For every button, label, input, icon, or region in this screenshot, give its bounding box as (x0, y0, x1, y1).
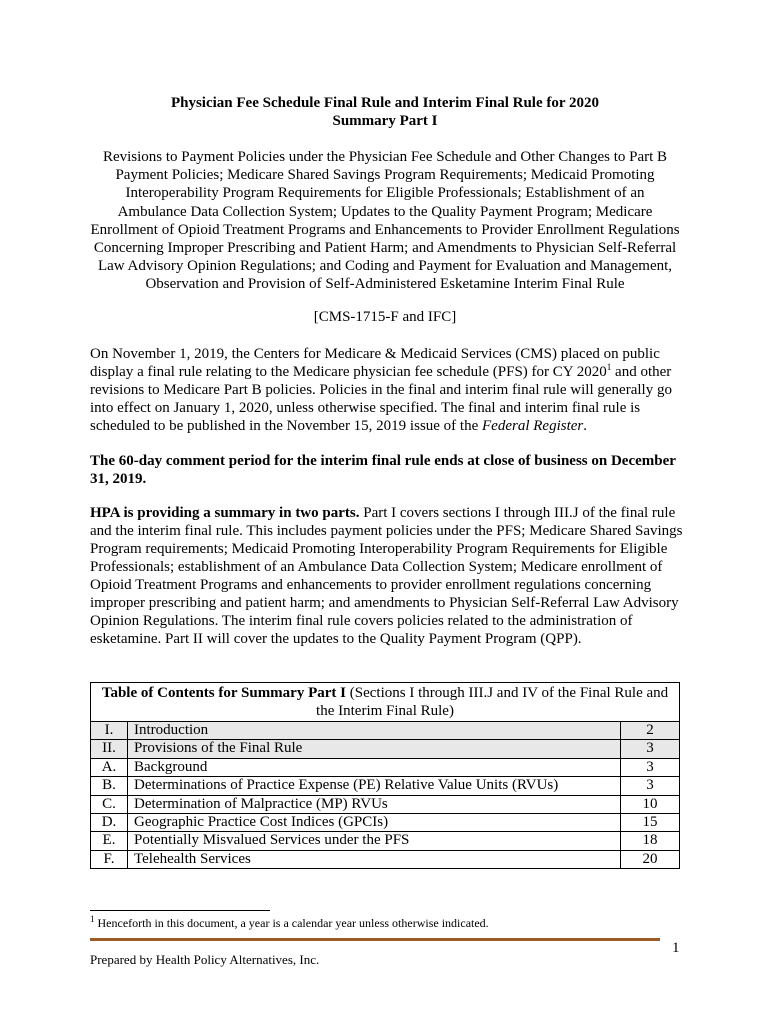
intro-paragraph (90, 345, 685, 435)
document-subtitle: Revisions to Payment Policies under the Physician Fee Schedule and Other Changes to Part B Payment Policies; Medicare Shared Savings Program Requirements; Medicaid Promoting Interoperability Program Requirements for Eligible Professionals; Establishment of an Ambulance Data Collection System; Updates to the Quality Payment Program; Medicare Enrollment of Opioid Treatment Programs and Enhancements to Provider Enrollment Regulations Concerning Improper Prescribing and Patient Harm; and Amendments to Physician Self-Referral Law Advisory Opinion Regulations; and Coding and Payment for Evaluation and Management, Observation and Provision of Self-Administered Esketamine Interim Final Rule (90, 149, 680, 293)
toc-row-title: Determination of Malpractice (MP) RVUs (128, 795, 621, 813)
footnote-ref[interactable]: 1 (606, 362, 612, 372)
toc-row-title: Potentially Misvalued Services under the PFS (128, 832, 621, 850)
toc-row-title: Determinations of Practice Expense (PE) Relative Value Units (RVUs) (128, 777, 621, 795)
title-line-2: Summary Part I (332, 113, 438, 129)
toc-row-title: Telehealth Services (128, 850, 621, 868)
title-line-1: Physician Fee Schedule Final Rule and Interim Final Rule for 2020 (170, 95, 600, 111)
summary-paragraph (90, 504, 685, 648)
toc-row (91, 832, 680, 850)
footnote-text: Henceforth in this document, a year is a calendar year unless otherwise indicated. (94, 916, 489, 930)
footer-prepared-by: Prepared by Health Policy Alternatives, Inc. (90, 952, 320, 967)
toc-row-title: Background (128, 758, 621, 776)
intro-text-end: . (583, 418, 587, 434)
table-of-contents (90, 682, 680, 869)
footer-rule (90, 938, 660, 941)
toc-row-page: 3 (621, 758, 680, 776)
toc-row (91, 758, 680, 776)
toc-row-page: 10 (621, 795, 680, 813)
summary-lead: HPA is providing a summary in two parts. (90, 505, 360, 521)
toc-row-number: I. (91, 722, 128, 740)
summary-text: Part I covers sections I through III.J of the final rule and the interim final rule. This includes payment policies under the PFS; Medicare Shared Savings Program requirements; Medicaid Promoting Interoperability Program Requirements for Eligible Professionals; establishment of an Ambulance Data Collection System; Medicare enrollment of Opioid Treatment Programs and enhancements to provider enrollment regulations concerning improper prescribing and patient harm; and amendments to Physician Self-Referral Law Advisory Opinion Regulations. The interim final rule covers policies related to the administration of esketamine. Part II will cover the updates to the Quality Payment Program (QPP). (90, 505, 683, 647)
toc-row-title: Geographic Practice Cost Indices (GPCIs) (128, 814, 621, 832)
toc-row-page: 18 (621, 832, 680, 850)
document-id: [CMS-1715-F and IFC] (313, 309, 457, 325)
footnote-divider (90, 910, 270, 911)
toc-row-number: B. (91, 777, 128, 795)
toc-row-number: F. (91, 850, 128, 868)
footnote (90, 916, 489, 930)
toc-row-number: E. (91, 832, 128, 850)
toc-caption-bold: Table of Contents for Summary Part I (101, 685, 346, 701)
toc-row-page: 20 (621, 850, 680, 868)
toc-row (91, 722, 680, 740)
toc-row-page: 3 (621, 740, 680, 758)
toc-row (91, 850, 680, 868)
federal-register-ref: Federal Register (482, 418, 584, 434)
toc-row-page: 15 (621, 814, 680, 832)
toc-row-page: 3 (621, 777, 680, 795)
toc-row-number: D. (91, 814, 128, 832)
toc-row (91, 777, 680, 795)
toc-row-number: C. (91, 795, 128, 813)
toc-caption (91, 683, 680, 722)
intro-text-b: and other revisions to Medicare Part B policies. Policies in the final and interim final rule will generally go into effect on January 1, 2020, unless otherwise specified. The final and interim final rule is scheduled to be published in the November 15, 2019 issue of the (90, 364, 672, 434)
comment-period-notice: The 60-day comment period for the interim final rule ends at close of business on December 31, 2019. (90, 453, 676, 487)
toc-row-page: 2 (621, 722, 680, 740)
toc-row (91, 814, 680, 832)
toc-row (91, 740, 680, 758)
toc-caption-rest: (Sections I through III.J and IV of the Final Rule and the Interim Final Rule) (316, 685, 669, 719)
intro-text-a: On November 1, 2019, the Centers for Medicare & Medicaid Services (CMS) placed on public display a final rule relating to the Medicare physician fee schedule (PFS) for CY 2020 (90, 346, 660, 380)
page-number: 1 (672, 940, 680, 956)
toc-row (91, 795, 680, 813)
toc-row-number: A. (91, 758, 128, 776)
toc-row-title: Introduction (128, 722, 621, 740)
toc-row-title: Provisions of the Final Rule (128, 740, 621, 758)
toc-row-number: II. (91, 740, 128, 758)
toc-caption-row (91, 683, 680, 722)
footnote-marker: 1 (90, 914, 95, 924)
document-title (90, 94, 680, 130)
